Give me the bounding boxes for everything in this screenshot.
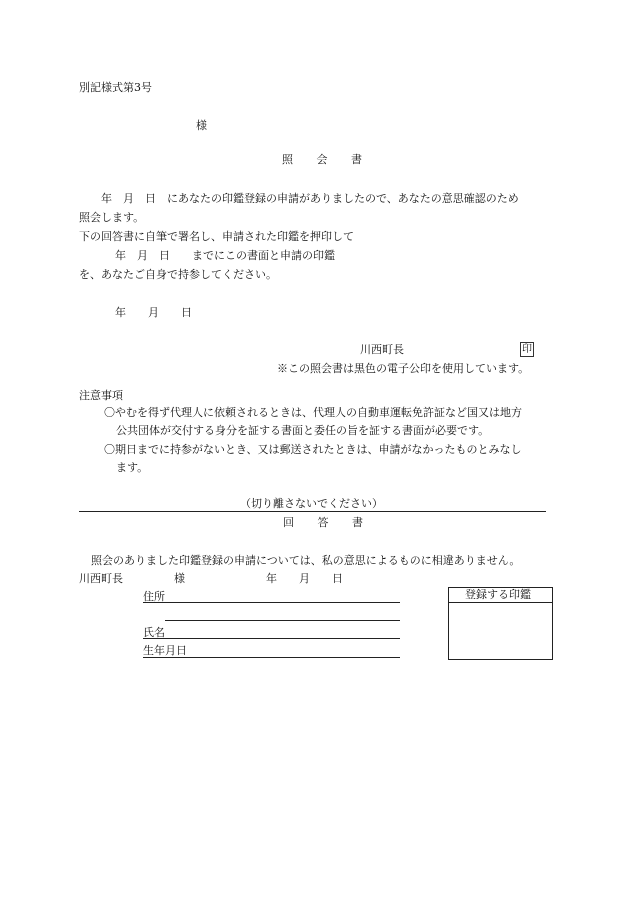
- reply-date: 年 月 日: [266, 572, 343, 585]
- name-label: 氏名: [143, 626, 165, 639]
- note-item-1-line-2: 公共団体が交付する身分を証する書面と委任の旨を証する書面が必要です。: [116, 424, 490, 437]
- birthdate-line: [143, 657, 400, 658]
- electronic-seal-note: ※この照会書は黒色の電子公印を使用しています。: [277, 362, 530, 375]
- body-line-4: 年 月 日 までにこの書面と申請の印鑑: [115, 249, 335, 262]
- reply-addressee-suffix: 様: [174, 572, 185, 585]
- reply-text: 照会のありました印鑑登録の申請については、私の意思によるものに相違ありません。: [91, 554, 521, 567]
- reply-addressee: 川西町長: [79, 572, 123, 585]
- issuer-seal: 印: [522, 344, 532, 355]
- seal-box-header-divider: [449, 602, 552, 603]
- form-number: 別記様式第3号: [79, 81, 152, 94]
- body-line-5: を、あなたご自身で持参してください。: [79, 268, 277, 281]
- note-item-2-line-1: 〇期日までに持参がないとき、又は郵送されたときは、申請がなかったものとみなし: [104, 443, 522, 456]
- body-line-3: 下の回答書に自筆で署名し、申請された印鑑を押印して: [79, 230, 354, 243]
- notes-heading: 注意事項: [79, 389, 123, 402]
- seal-box-label: 登録する印鑑: [465, 588, 531, 601]
- note-item-1-line-1: 〇やむを得ず代理人に依頼されるときは、代理人の自動車運転免許証など国又は地方: [104, 406, 522, 419]
- date-line: 年 月 日: [115, 306, 192, 319]
- body-line-2: 照会します。: [79, 211, 145, 224]
- name-line: [143, 638, 400, 639]
- note-item-2-line-2: ます。: [116, 461, 149, 474]
- reply-title: 回 答 書: [283, 516, 373, 529]
- address-label: 住所: [143, 590, 165, 603]
- issuer-name: 川西町長: [360, 343, 404, 356]
- document-title: 照 会 書: [282, 153, 372, 166]
- address-line-2: [165, 620, 400, 621]
- birthdate-label: 生年月日: [143, 644, 187, 657]
- address-line-1: [143, 602, 400, 603]
- cut-line-label: （切り離さないでください）: [240, 497, 383, 510]
- addressee-suffix: 様: [196, 119, 207, 132]
- cut-line: [79, 511, 546, 512]
- body-line-1: 年 月 日 にあなたの印鑑登録の申請がありましたので、あなたの意思確認のため: [101, 192, 519, 205]
